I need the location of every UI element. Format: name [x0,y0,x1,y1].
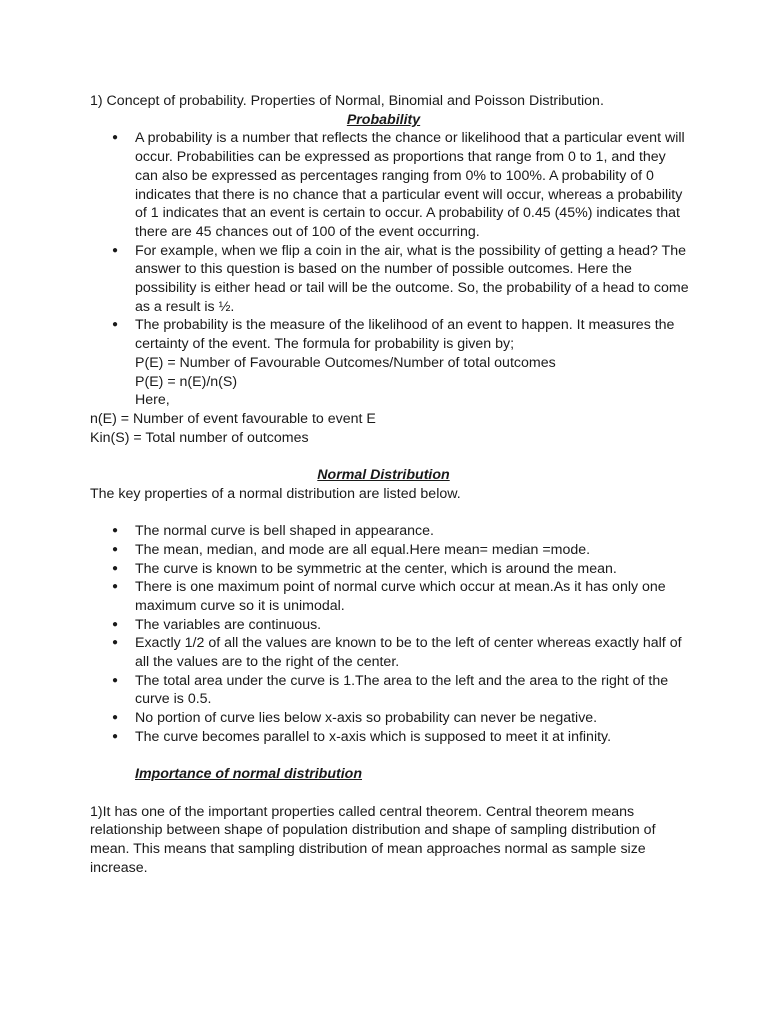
importance-paragraph: 1)It has one of the important properties called central theorem. Central theorem means relationship between shape of population distribution and shape of sampling distribution of mean. This means that sampling distribution of mean approaches normal as sample size increase. [90,803,656,876]
question-title: 1) Concept of probability. Properties of Normal, Binomial and Poisson Distribution. [90,93,604,109]
normal-bullet-4: ● There is one maximum point of normal curve which occur at mean.As it has only one maximum curve so it is unimodal. [90,578,690,615]
normal-bullet-1: ● The normal curve is bell shaped in appearance. [90,522,690,541]
importance-heading: Importance of normal distribution [135,766,363,783]
document-body [90,92,690,877]
normal-distribution-intro: The key properties of a normal distribution are listed below. [90,485,461,502]
normal-bullet-9: ● The curve becomes parallel to x-axis which is supposed to meet it at infinity. [90,728,690,747]
spacer [90,503,690,522]
probability-bullet-2: ● For example, when we flip a coin in the air, what is the possibility of getting a head? The answer to this question is based on the number of possible outcomes. Here the possibility is either head or tail will be the outcome. So, the probability of a head to come as a result is ½. [90,242,690,317]
probability-bullet-1: ● A probability is a number that reflects the chance or likelihood that a particular event will occur. Probabilities can be expressed as proportions that range from 0 to 1, and they can also be expressed as percentages ranging from 0% to 100%. A probability of 0 indicates that there is no chance that a particular event will occur, whereas a probability of 1 indicates that an event is certain to occur. A probability of 0.45 (45%) indicates that there are 45 chances out of 100 of the event occurring. [90,129,690,241]
spacer [90,447,690,466]
normal-bullet-5: ● The variables are continuous. [90,616,690,635]
normal-distribution-bullet-list [90,522,690,746]
probability-bullet-list [90,129,690,353]
formula-line-2: P(E) = n(E)/n(S) [135,373,238,390]
normal-bullet-8: ● No portion of curve lies below x-axis so probability can never be negative. [90,709,690,728]
normal-bullet-7: ● The total area under the curve is 1.The area to the left and the area to the right of the curve is 0.5. [90,672,690,709]
normal-distribution-heading: Normal Distribution [317,467,450,484]
formula-line-3: Here, [135,392,170,409]
normal-bullet-2: ● The mean, median, and mode are all equal.Here mean= median =mode. [90,541,690,560]
probability-bullet-3: ● The probability is the measure of the likelihood of an event to happen. It measures the certainty of the event. The formula for probability is given by; [90,316,690,353]
formula-line-1: P(E) = Number of Favourable Outcomes/Number of total outcomes [135,354,556,371]
spacer [90,784,690,803]
normal-bullet-3: ● The curve is known to be symmetric at the center, which is around the mean. [90,560,690,579]
definition-line-2: Kin(S) = Total number of outcomes [90,429,309,446]
definition-line-1: n(E) = Number of event favourable to event E [90,410,376,427]
normal-bullet-6: ● Exactly 1/2 of all the values are known to be to the left of center whereas exactly half of all the values are to the right of the center. [90,634,690,671]
spacer [90,747,690,766]
probability-heading: Probability [346,111,421,128]
